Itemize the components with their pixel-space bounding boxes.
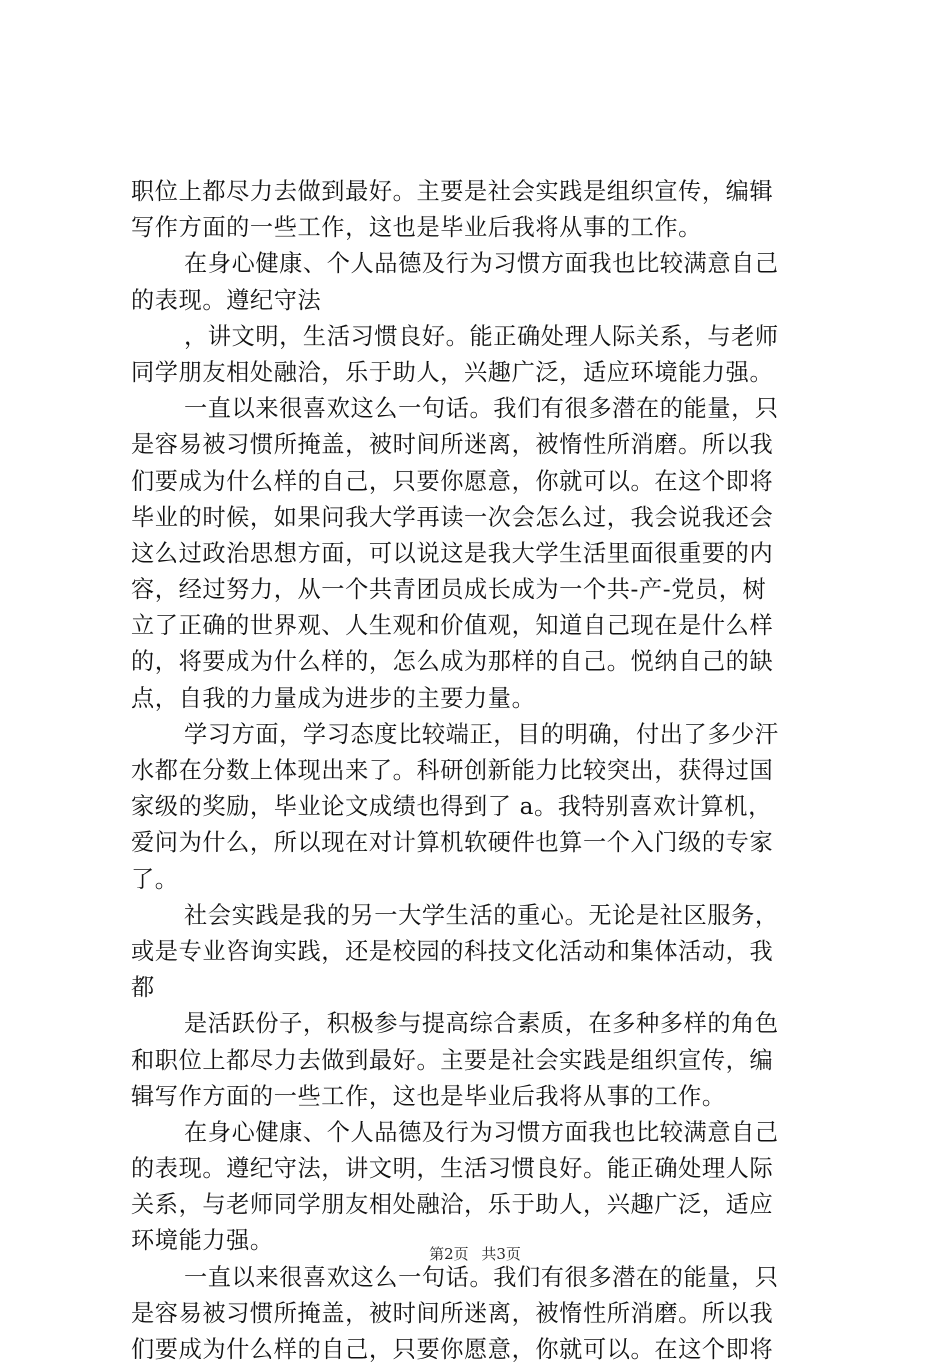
text-line: 家级的奖励，毕业论文成绩也得到了 a。我特别喜欢计算机， xyxy=(131,793,772,821)
text-line: 和职位上都尽力去做到最好。主要是社会实践是组织宣传，编 xyxy=(131,1046,774,1074)
text-line: 一直以来很喜欢这么一句话。我们有很多潜在的能量，只 xyxy=(184,395,779,423)
text-line: 环境能力强。 xyxy=(131,1227,274,1255)
text-line: 毕业的时候，如果问我大学再读一次会怎么过，我会说我还会 xyxy=(131,503,774,531)
text-line: 们要成为什么样的自己，只要你愿意，你就可以。在这个即将 xyxy=(131,1336,774,1363)
text-line: 爱问为什么，所以现在对计算机软硬件也算一个入门级的专家 xyxy=(131,829,774,857)
text-line: 的表现。遵纪守法 xyxy=(131,286,322,314)
document-body xyxy=(131,174,831,1368)
text-line: 职位上都尽力去做到最好。主要是社会实践是组织宣传，编辑 xyxy=(131,178,774,205)
text-line: 在身心健康、个人品德及行为习惯方面我也比较满意自己 xyxy=(184,250,779,278)
text-line: 的，将要成为什么样的，怎么成为那样的自己。悦纳自己的缺 xyxy=(131,648,774,676)
text-line: 是容易被习惯所掩盖，被时间所迷离，被惰性所消磨。所以我 xyxy=(131,431,774,459)
text-line: 水都在分数上体现出来了。科研创新能力比较突出，获得过国 xyxy=(131,757,774,784)
text-line: 社会实践是我的另一大学生活的重心。无论是社区服务， xyxy=(184,901,779,929)
text-line: 的表现。遵纪守法，讲文明，生活习惯良好。能正确处理人际 xyxy=(131,1155,774,1183)
text-line: 一直以来很喜欢这么一句话。我们有很多潜在的能量，只 xyxy=(184,1263,779,1291)
text-line: 在身心健康、个人品德及行为习惯方面我也比较满意自己 xyxy=(184,1118,779,1146)
text-line: 学习方面，学习态度比较端正，目的明确，付出了多少汗 xyxy=(184,720,779,748)
text-line: 这么过政治思想方面，可以说这是我大学生活里面很重要的内 xyxy=(131,539,774,567)
text-line: ，讲文明，生活习惯良好。能正确处理人际关系，与老师 xyxy=(184,322,779,350)
text-line: 辑写作方面的一些工作，这也是毕业后我将从事的工作。 xyxy=(131,1082,726,1110)
text-line: 了。 xyxy=(131,865,179,893)
text-line: 关系，与老师同学朋友相处融洽，乐于助人，兴趣广泛，适应 xyxy=(131,1191,774,1219)
page-footer xyxy=(0,1244,950,1264)
text-line: 或是专业咨询实践，还是校园的科技文化活动和集体活动，我 xyxy=(131,937,774,965)
text-line: 都 xyxy=(131,974,155,1002)
text-line: 同学朋友相处融洽，乐于助人，兴趣广泛，适应环境能力强。 xyxy=(131,358,774,386)
page-total: 共3页 xyxy=(481,1245,521,1263)
text-line: 写作方面的一些工作，这也是毕业后我将从事的工作。 xyxy=(131,214,702,242)
text-line: 们要成为什么样的自己，只要你愿意，你就可以。在这个即将 xyxy=(131,467,774,495)
text-line: 容，经过努力，从一个共青团员成长成为一个共-产-党员，树 xyxy=(131,576,767,604)
text-line: 是容易被习惯所掩盖，被时间所迷离，被惰性所消磨。所以我 xyxy=(131,1299,774,1327)
text-line: 立了正确的世界观、人生观和价值观，知道自己现在是什么样 xyxy=(131,612,774,640)
page-number: 第2页 xyxy=(429,1245,469,1263)
text-line: 点，自我的力量成为进步的主要力量。 xyxy=(131,684,536,712)
text-line: 是活跃份子，积极参与提高综合素质，在多种多样的角色 xyxy=(184,1010,779,1038)
